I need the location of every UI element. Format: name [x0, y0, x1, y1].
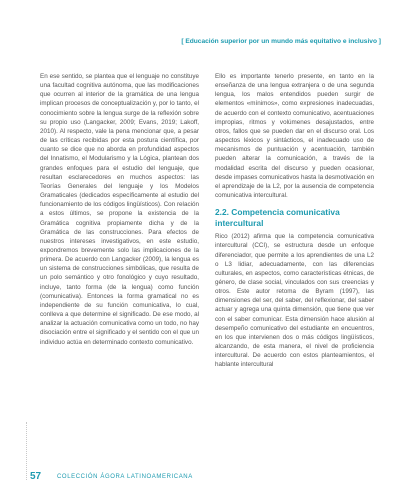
body-paragraph: Rico (2012) afirma que la competencia comunicativa intercultural (CCI), se estructura desde un enfoque diferenciador, que permite a los aprendientes de una L2 o L3 lidiar, adecuadamente, con las diferencias culturales, en aspectos, como características étnicas, de género, de clase social, vinculados con sus creencias y otros. Este autor retoma de Byram (1997), las dimensiones del ser, del saber, del reflexionar, del saber actuar y agrega una quinta dimensión, que tiene que ver con el saber comunicar. Esta dimensión hace alusión al desempeño comunicativo del estudiante en encuentros, en los que intervienen dos o más códigos lingüísticos, alcanzando, de esta manera, el nivel de proficiencia intercultural. De acuerdo con estos planteamientos, el hablante intercultural: [215, 233, 374, 369]
body-paragraph: En ese sentido, se plantea que el lenguaje no constituye una facultad cognitiva autónoma, que las modificaciones que ocurren al interior de la gramática de una lengua implican procesos de conceptualización y, por lo tanto, el conocimiento sobre la lengua surge de la reflexión sobre su propio uso (Langacker, 2009; Evans, 2019; Lakoff, 2010). Al respecto, vale la pena mencionar que, a pesar de las críticas recibidas por esta postura científica, por cuanto se dice que no aborda en profundidad aspectos del Innatismo, el Modularismo y la Lógica, plantean dos grandes enfoques para el estudio del lenguaje, que resultan esclarecedores en muchos aspectos: las Teorías Generales del lenguaje y los Modelos Gramaticales (dedicados específicamente al estudio del funcionamiento de los códigos lingüísticos). Con relación a estos últimos, se propone la existencia de la Gramática cognitiva propiamente dicha y de la Gramática de las construcciones. Para efectos de nuestros intereses investigativos, en este estudio, expondremos brevemente solo las implicaciones de la primera. De acuerdo con Langacker (2009), la lengua es un sistema de construcciones simbólicas, que resulta de un polo semántico y otro fonológico y cuyo resultado, incluye, tanto forma (de la lengua) como función (comunicativa). Entonces la forma gramatical no es independiente de su función comunicativa, lo cual, conlleva a que determine el significado. De ese modo, al analizar la actuación comunicativa como un todo, no hay disociación entre el significado y el sentido con el que un individuo actúa en determinado contexto comunicativo.: [40, 73, 199, 346]
body-paragraph: Ello es importante tenerlo presente, en tanto en la enseñanza de una lengua extranjera o de una segunda lengua, los malos entendidos pueden surgir de elementos «mínimos», como expresiones inadecuadas, de acuerdo con el contexto comunicativo, acentuaciones impropias, ritmos y volúmenes desajustados, entre otros, fallos que se pueden dar en el discurso oral. Los aspectos léxicos y sintácticos, el inadecuado uso de mecanismos de puntuación y acentuación, también pueden alterar la comunicación, a través de la modalidad escrita del discurso y pueden ocasionar, desde impases comunicativos hasta la desmotivación en el aprendizaje de la L2, por la ausencia de competencia comunicativa intercultural.: [215, 73, 374, 200]
running-header: [ Educación superior por un mundo más equitativo e inclusivo ]: [181, 38, 381, 45]
left-column: [40, 72, 199, 347]
page-number: 57: [30, 471, 42, 482]
footer-publication: COLECCIÓN ÁGORA LATINOAMERICANA: [57, 474, 193, 480]
section-heading: 2.2. Competencia comunicativa intercultural: [215, 207, 340, 228]
footer-divider: [26, 422, 28, 480]
right-column: [215, 72, 374, 370]
